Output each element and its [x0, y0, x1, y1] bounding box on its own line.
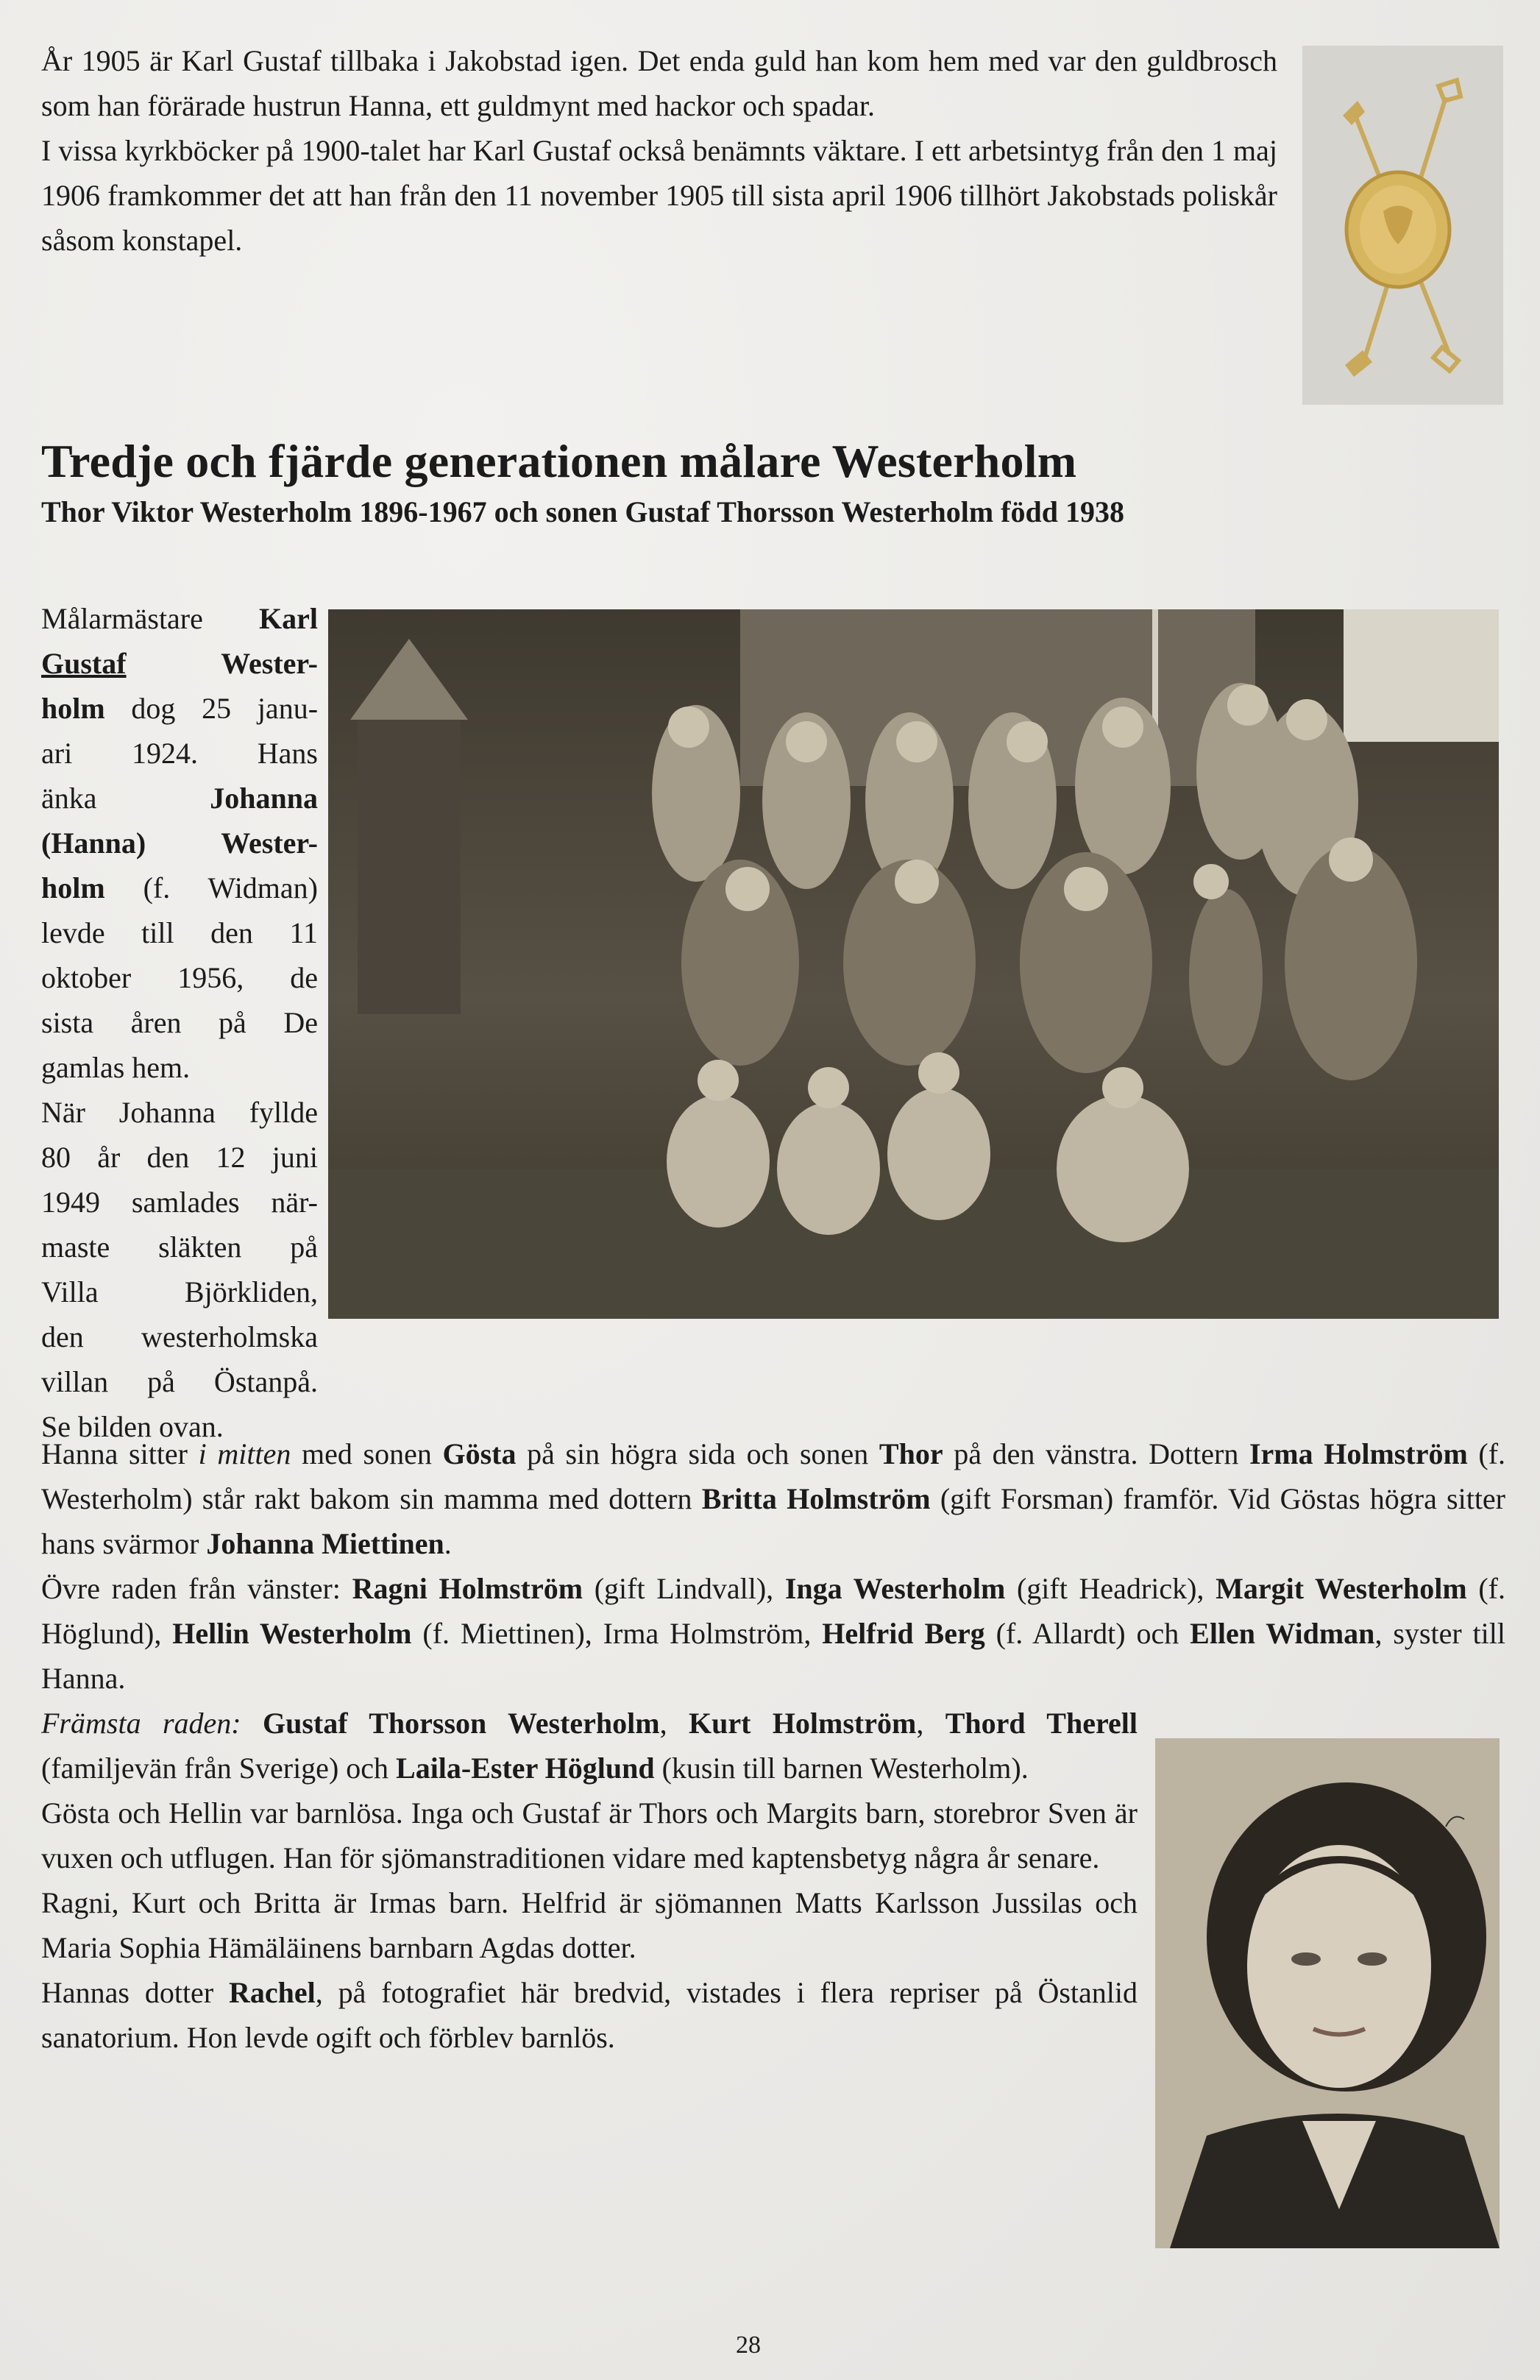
section-subheading: Thor Viktor Westerholm 1896-1967 och sonen Gustaf Thorsson Westerholm född 1938 — [41, 495, 1124, 528]
person-name: Kurt Holmström — [688, 1707, 917, 1740]
person-name: Ragni Holmström — [352, 1572, 583, 1605]
body-paragraph-5: Ragni, Kurt och Britta är Irmas barn. Helfrid är sjömannen Matts Karlsson Jussilas och Maria Sophia Hämäläinens barnbarn Agdas dotter. — [41, 1886, 1138, 1964]
text-fragment: i mitten — [198, 1437, 291, 1470]
person-name: Irma Holmström — [1249, 1437, 1468, 1470]
sidebar-name: Wester- — [221, 647, 318, 680]
sidebar-name: holm — [41, 871, 105, 904]
caption-paragraph-2 — [41, 1566, 1505, 1701]
text-fragment: , — [916, 1707, 945, 1740]
text-fragment: (kusin till barnen Westerholm). — [654, 1752, 1029, 1785]
caption-paragraph-3 — [41, 1701, 1138, 1791]
portrait-photo — [1155, 1738, 1500, 2248]
portrait-image — [1155, 1738, 1500, 2248]
sidebar-line: den westerholmska — [41, 1320, 318, 1353]
text-fragment: , på fotografiet här bredvid, vistades i flera repriser på Östanlid sanatorium. Hon levde ogift och förblev barnlös. — [41, 1976, 1138, 2054]
sidebar-line — [41, 641, 318, 686]
text-fragment: , syster till Hanna. — [41, 1617, 1506, 1695]
text-fragment: (f. Höglund), — [41, 1572, 1506, 1650]
sidebar-line: 80 år den 12 juni — [41, 1141, 318, 1174]
family-photo-image — [328, 609, 1499, 1319]
lower-text — [41, 1701, 1138, 2060]
section-heading: Tredje och fjärde generationen målare Westerholm — [41, 435, 1077, 487]
sidebar-line: ari 1924. Hans — [41, 737, 318, 770]
body-paragraph-4: Gösta och Hellin var barnlösa. Inga och Gustaf är Thors och Margits barn, storebror Sven är vuxen och utflugen. Han för sjömanstraditionen vidare med kaptensbetyg några år senare. — [41, 1796, 1138, 1874]
sidebar-line: villan på Östanpå. — [41, 1365, 318, 1398]
sidebar-text — [41, 596, 318, 1449]
text-fragment: . — [444, 1527, 452, 1560]
person-name: Helfrid Berg — [822, 1617, 985, 1650]
sidebar-line — [41, 776, 318, 821]
sidebar-fragment: (f. Widman) — [143, 871, 318, 904]
person-name: Gösta — [442, 1437, 517, 1470]
text-fragment: Hanna sitter — [41, 1437, 199, 1470]
person-name: Inga Westerholm — [784, 1572, 1006, 1605]
sidebar-line: oktober 1956, de — [41, 961, 318, 994]
intro-text — [41, 38, 1277, 263]
sidebar-name: holm — [41, 692, 105, 725]
sidebar-line: levde till den 11 — [41, 916, 318, 949]
text-fragment: med sonen — [291, 1437, 443, 1470]
sidebar-line: sista åren på De — [41, 1006, 318, 1039]
brooch-image — [1302, 46, 1503, 405]
text-fragment: Övre raden från vänster: — [41, 1572, 352, 1605]
text-fragment — [241, 1707, 263, 1740]
caption-text — [41, 1431, 1505, 1701]
sidebar-line — [41, 865, 318, 910]
sidebar-name: Gustaf — [41, 647, 127, 680]
sidebar-fragment: änka — [41, 782, 97, 815]
text-fragment: (f. Allardt) och — [984, 1617, 1191, 1650]
person-name: Margit Westerholm — [1216, 1572, 1467, 1605]
page-number: 28 — [736, 2331, 761, 2359]
text-fragment: på sin högra sida och sonen — [516, 1437, 879, 1470]
text-fragment: , — [659, 1707, 689, 1740]
sidebar-line: 1949 samlades när- — [41, 1186, 318, 1219]
text-fragment: (gift Headrick), — [1005, 1572, 1216, 1605]
caption-paragraph-1 — [41, 1431, 1505, 1566]
sidebar-line — [41, 821, 318, 865]
person-name: Hellin Westerholm — [172, 1617, 412, 1650]
sidebar-line: gamlas hem. — [41, 1051, 191, 1084]
text-fragment: (gift Lindvall), — [583, 1572, 785, 1605]
sidebar-line — [41, 686, 318, 731]
sidebar-name: Johanna — [210, 782, 318, 815]
person-name: Gustaf Thorsson Westerholm — [263, 1707, 660, 1740]
person-name: Britta Holmström — [701, 1482, 931, 1515]
text-fragment: (f. Miettinen), Irma Holmström, — [411, 1617, 823, 1650]
text-fragment: (f. Westerholm) står rakt bakom sin mamma med dottern — [41, 1437, 1506, 1515]
body-paragraph-6 — [41, 1970, 1138, 2060]
person-name: Ellen Widman — [1190, 1617, 1375, 1650]
sidebar-name: Karl — [259, 602, 318, 635]
person-name: Laila-Ester Höglund — [396, 1752, 655, 1785]
sidebar-line: maste släkten på — [41, 1230, 318, 1264]
intro-paragraph-2: I vissa kyrkböcker på 1900-talet har Karl Gustaf också benämnts väktare. I ett arbetsintyg från den 1 maj 1906 framkommer det att han från den 11 november 1905 till sista april 1906 tillhört Jakobstads poliskår såsom konstapel. — [41, 134, 1277, 257]
text-fragment: Främsta raden: — [41, 1707, 241, 1740]
sidebar-fragment: dog 25 janu- — [131, 692, 319, 725]
person-name: Thor — [879, 1437, 943, 1470]
sidebar-line — [41, 596, 318, 641]
person-name: Johanna Miettinen — [206, 1527, 444, 1560]
text-fragment: (familjevän från Sverige) och — [41, 1752, 397, 1785]
intro-paragraph-1: År 1905 är Karl Gustaf tillbaka i Jakobstad igen. Det enda guld han kom hem med var den guldbrosch som han förärade hustrun Hanna, ett guldmynt med hackor och spadar. — [41, 44, 1277, 122]
sidebar-line: Villa Björkliden, — [41, 1275, 318, 1308]
person-name: Rachel — [229, 1976, 316, 2009]
sidebar-fragment: Målarmästare — [41, 602, 203, 635]
text-fragment: Hannas dotter — [41, 1976, 230, 2009]
sidebar-line: När Johanna fyllde — [41, 1096, 318, 1129]
person-name: Thord Therell — [945, 1707, 1138, 1740]
brooch-photo — [1302, 46, 1503, 405]
family-photo — [328, 609, 1499, 1319]
text-fragment: (gift Forsman) framför. Vid Göstas högra sitter hans svärmor — [41, 1482, 1506, 1560]
text-fragment: på den vänstra. Dottern — [943, 1437, 1249, 1470]
sidebar-name: (Hanna) Wester- — [41, 826, 318, 860]
sidebar-line: Se bilden ovan. — [41, 1410, 224, 1443]
